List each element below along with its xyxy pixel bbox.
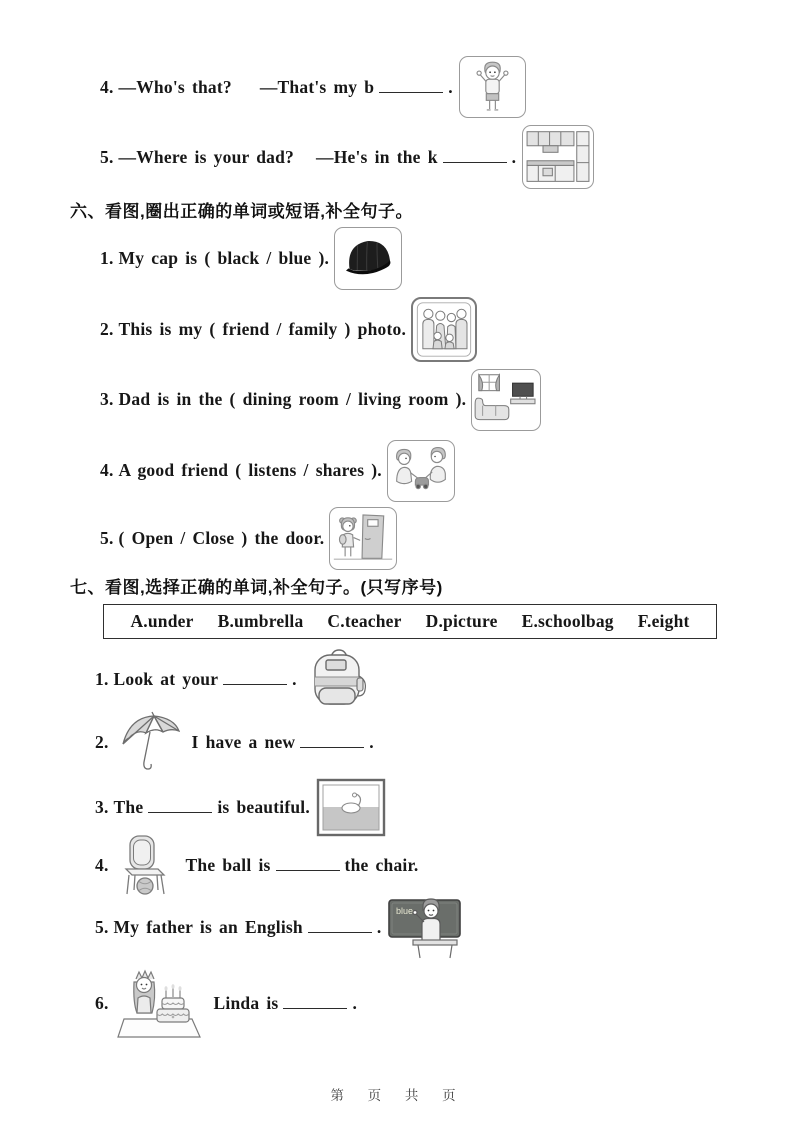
section-six-item-3 bbox=[100, 368, 541, 431]
item-post-text: . bbox=[376, 917, 382, 937]
item-number: 3. bbox=[100, 389, 114, 409]
girl-opening-door-illustration bbox=[329, 507, 397, 570]
answer-period: . bbox=[448, 76, 453, 97]
item-post-text: . bbox=[352, 992, 358, 1013]
blackboard-word: blue bbox=[396, 905, 414, 916]
black-cap-illustration bbox=[334, 227, 402, 290]
section-seven-item-2 bbox=[95, 710, 374, 774]
item-number: 5. bbox=[100, 527, 114, 548]
question-number: 5. bbox=[100, 146, 114, 167]
answer-blank bbox=[300, 734, 364, 748]
answer-blank bbox=[283, 995, 347, 1009]
page-footer: 第 页 共 页 bbox=[330, 1088, 463, 1103]
word-bank-option-d: D.picture bbox=[425, 611, 498, 631]
answer-blank bbox=[148, 799, 212, 813]
section-six-item-4 bbox=[100, 439, 455, 502]
word-bank-option-b: B.umbrella bbox=[217, 611, 304, 631]
item-text: A good friend ( listens / shares ). bbox=[118, 460, 382, 480]
answer-blank bbox=[223, 671, 287, 685]
word-bank-option-f: F.eight bbox=[637, 611, 690, 631]
answer-text: —That's my b bbox=[259, 76, 375, 97]
answer-blank bbox=[276, 857, 340, 871]
boy-raising-hands-illustration bbox=[459, 56, 526, 118]
item-number: 6. bbox=[95, 992, 109, 1013]
section-seven-item-6 bbox=[95, 966, 357, 1040]
section-six-item-1 bbox=[100, 226, 402, 290]
item-number: 4. bbox=[95, 855, 109, 875]
item-number: 3. bbox=[95, 797, 109, 817]
schoolbag-illustration bbox=[305, 648, 375, 712]
item-number: 4. bbox=[100, 460, 114, 480]
item-pre-text: The ball is bbox=[185, 855, 271, 875]
item-pre-text: The bbox=[113, 797, 144, 817]
item-post-text: the chair. bbox=[344, 855, 419, 875]
item-number: 1. bbox=[100, 247, 114, 268]
answer-text: —He's in the k bbox=[316, 146, 438, 167]
question-text: —Who's that? bbox=[118, 76, 232, 97]
word-bank-option-c: C.teacher bbox=[327, 611, 402, 631]
question-row-4 bbox=[100, 55, 526, 119]
answer-blank bbox=[379, 79, 443, 93]
question-text: —Where is your dad? bbox=[118, 146, 294, 167]
item-pre-text: My father is an English bbox=[113, 917, 303, 937]
item-post-text: . bbox=[292, 669, 297, 689]
word-bank-option-e: E.schoolbag bbox=[521, 611, 614, 631]
item-post-text: . bbox=[369, 731, 374, 752]
item-number: 2. bbox=[95, 731, 109, 752]
section-seven-item-1 bbox=[95, 647, 375, 712]
kitchen-illustration bbox=[522, 125, 594, 189]
item-number: 5. bbox=[95, 917, 109, 937]
teacher-at-blackboard-illustration bbox=[387, 897, 463, 959]
item-post-text: is beautiful. bbox=[217, 797, 310, 817]
answer-blank bbox=[308, 919, 372, 933]
section-seven-item-4 bbox=[95, 832, 418, 899]
item-number: 1. bbox=[95, 669, 109, 689]
family-photo-illustration bbox=[411, 297, 477, 362]
word-bank-option-a: A.under bbox=[130, 611, 194, 631]
children-sharing-toy-illustration bbox=[387, 440, 455, 502]
section-seven-item-5 bbox=[95, 896, 463, 959]
item-number: 2. bbox=[100, 318, 114, 339]
swan-picture-illustration bbox=[316, 777, 386, 839]
answer-blank bbox=[443, 149, 507, 163]
question-row-5 bbox=[100, 124, 594, 190]
item-text: My cap is ( black / blue ). bbox=[118, 247, 330, 268]
item-text: ( Open / Close ) the door. bbox=[118, 527, 325, 548]
section-seven-item-3 bbox=[95, 776, 386, 839]
item-pre-text: Look at your bbox=[113, 669, 219, 689]
ball-under-chair-illustration bbox=[116, 833, 178, 899]
living-room-illustration bbox=[471, 369, 541, 431]
word-bank bbox=[103, 604, 717, 639]
item-pre-text: I have a new bbox=[191, 731, 296, 752]
girl-with-birthday-cake-illustration bbox=[116, 967, 206, 1039]
section-six-title: 六、看图,圈出正确的单词或短语,补全句子。 bbox=[70, 202, 413, 221]
section-seven-title: 七、看图,选择正确的单词,补全句子。(只写序号) bbox=[70, 578, 443, 597]
item-text: Dad is in the ( dining room / living room ). bbox=[118, 389, 467, 409]
answer-period: . bbox=[511, 146, 517, 167]
item-text: This is my ( friend / family ) photo. bbox=[118, 318, 407, 339]
umbrella-illustration bbox=[116, 711, 184, 774]
section-six-item-5 bbox=[100, 506, 397, 570]
item-pre-text: Linda is bbox=[213, 992, 279, 1013]
section-six-item-2 bbox=[100, 296, 477, 362]
question-number: 4. bbox=[100, 76, 114, 97]
